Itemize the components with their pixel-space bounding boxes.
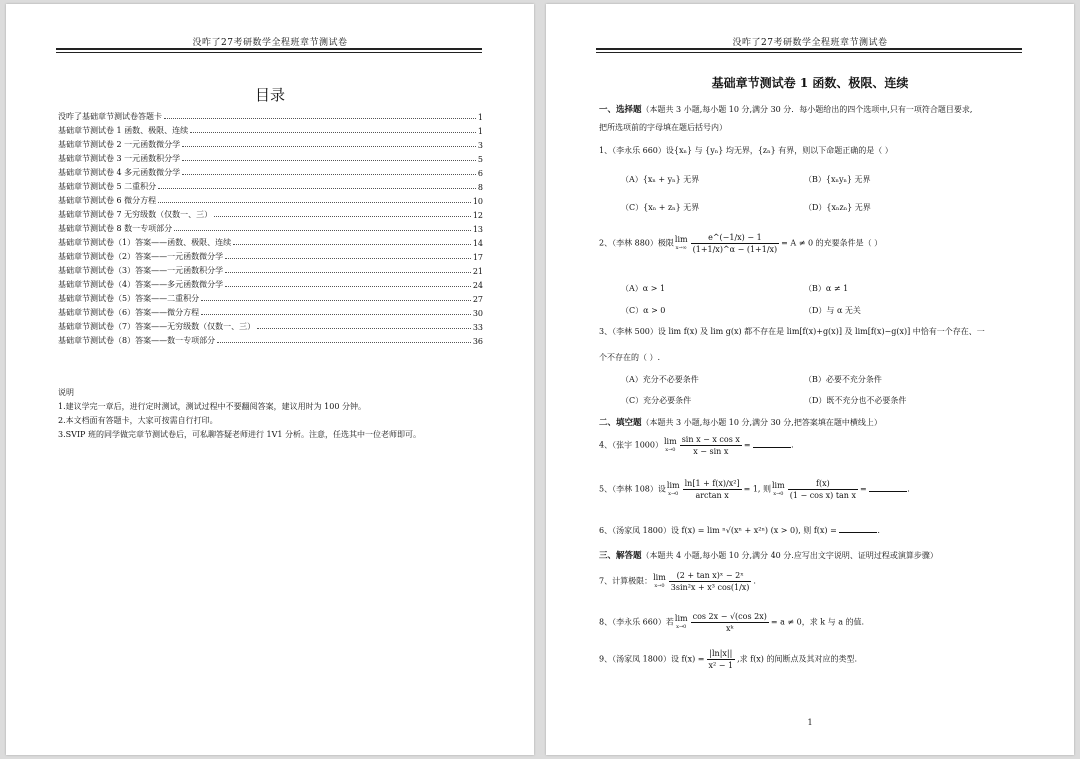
toc-entry-label: 基础章节测试卷 8 数一专项部分 [58,224,173,233]
note-line: 2.本文档面有答题卡，大家可按需自行打印。 [58,416,218,425]
q8-fraction: $\frac{\cos 2x - √(\cos 2x)}{\text{xᵏ}}$ [692,612,767,633]
notes-title: 说明 [58,388,74,397]
toc-entry-label: 基础章节测试卷（5）答案——二重积分 [58,294,200,303]
toc-entry-label: 基础章节测试卷（8）答案——数一专项部分 [58,336,216,345]
q1-option-d: （D）{xₙzₙ} 无界 [804,203,871,212]
toc-entry-page: 1 [477,127,483,136]
section-desc: （本题共 4 小题,每小题 10 分,满分 40 分.应写出文字说明、证明过程或演算步骤） [641,551,938,560]
q2-tail: = A ≠ 0 的充要条件是（ ） [781,238,883,248]
q1-option-c: （C）{xₙ + zₙ} 无界 [621,203,700,212]
running-header: 没咋了27考研数学全程班章节测试卷 [192,38,348,48]
toc-leader-dots [182,145,476,147]
toc-entry-label: 基础章节测试卷 1 函数、极限、连续 [58,126,189,135]
toc-entry-label: 基础章节测试卷 6 微分方程 [58,196,157,205]
q5-source: 5、（李林 108）设 [599,484,666,494]
q3-option-c: （C）充分必要条件 [621,396,692,405]
question-6: 6、（汤家凤 1800）设 f(x) = lim ⁿ√(xⁿ + x²ⁿ) (x > 0), 则 f(x) = . [599,526,880,535]
note-line: 1.建议学完一章后，进行定时测试，测试过程中不要翻阅答案，建议用时为 100 分钟。 [58,402,366,411]
toc-leader-dots [233,243,471,245]
toc-entry-page: 33 [472,323,483,332]
toc-entry[interactable] [58,318,483,332]
toc-entry[interactable] [58,234,483,248]
q7-fraction: $\frac{\text{(2 + tan x)ˣ − 2ˣ}}{\text{3sin²x + x³ cos(1/x)}}$ [670,571,750,592]
q3-option-d: （D）既不充分也不必要条件 [804,396,907,405]
toc-leader-dots [174,229,471,231]
toc-entry-page: 5 [477,155,483,164]
toc-entry-label: 基础章节测试卷 5 二重积分 [58,182,157,191]
toc-leader-dots [217,341,471,343]
toc-leader-dots [164,117,476,119]
q1-option-a: （A）{xₙ + yₙ} 无界 [621,175,700,184]
toc-title: 目录 [254,86,285,104]
answer-blank [869,483,907,492]
toc-entry[interactable] [58,178,483,192]
q2-option-c: （C）α > 0 [621,306,666,315]
question-2 [599,232,882,255]
question-5: 5、（李林 108）设lim x→0 $\frac{\text{ln[1 + f(x)/x²]}}{\text{arctan x}}$ = 1, 则lim x→0 $\frac{f(x)}{\text{(1 − cos x) tan x}}$ = . [599,479,910,500]
toc-entry-label: 基础章节测试卷 7 无穷级数（仅数一、三） [58,210,213,219]
notes [58,386,498,442]
toc-entry-label: 基础章节测试卷 3 一元函数积分学 [58,154,181,163]
toc-entry[interactable] [58,220,483,234]
toc-entry-page: 8 [477,183,483,192]
q2-limit: lim x→∞ [674,234,688,251]
toc-leader-dots [225,285,471,287]
toc-leader-dots [190,131,476,133]
question-4: 4、（张宇 1000）lim x→0 $\frac{\text{sin x − x cos x}}{\text{x − sin x}}$ = . [599,435,794,456]
header-rule [56,48,482,53]
toc-page [6,4,534,755]
q4-fraction: $\frac{\text{sin x − x cos x}}{\text{x − sin x}}$ [681,435,740,456]
q5-fraction-2: $\frac{f(x)}{\text{(1 − cos x) tan x}}$ [789,479,857,500]
toc-entry[interactable] [58,150,483,164]
toc-entry-page: 10 [472,197,483,206]
running-header: 没咋了27考研数学全程班章节测试卷 [732,38,888,48]
q2-option-d: （D）与 α 无关 [804,306,861,315]
toc-entry-page: 3 [477,141,483,150]
toc-entry-page: 6 [477,169,483,178]
toc-entry-page: 36 [472,337,483,346]
toc-leader-dots [257,327,471,329]
exam-page [546,4,1074,755]
section-heading: 二、填空题 [599,418,642,428]
toc-entry-label: 基础章节测试卷（4）答案——多元函数微分学 [58,280,224,289]
toc-leader-dots [182,159,476,161]
toc-entry-page: 27 [472,295,483,304]
toc-entry[interactable] [58,276,483,290]
question-3: 3、（李林 500）设 lim f(x) 及 lim g(x) 都不存在是 lim[f(x)+g(x)] 及 lim[f(x)−g(x)] 中恰有一个存在、一 [599,327,985,336]
note-line: 3.SVIP 班的同学做完章节测试卷后，可私聊答疑老师进行 1V1 分析。注意，任选其中一位老师即可。 [58,430,422,439]
q4-source: 4、（张宇 1000） [599,440,663,450]
toc-entry-label: 没咋了基础章节测试卷答题卡 [58,112,162,121]
q5-fraction: $\frac{\text{ln[1 + f(x)/x²]}}{\text{arctan x}}$ [684,479,740,500]
section-desc: （本题共 3 小题,每小题 10 分,满分 30 分,把答案填在题中横线上） [641,418,882,427]
question-8: 8、（李永乐 660）若lim x→0 $\frac{\cos 2x - √(\cos 2x)}{\text{xᵏ}}$ = a ≠ 0，求 k 与 a 的值. [599,612,865,633]
toc-entry[interactable] [58,108,483,122]
toc-entry-label: 基础章节测试卷（3）答案——一元函数积分学 [58,266,224,275]
toc-entry[interactable] [58,332,483,346]
toc-entry-label: 基础章节测试卷 2 一元函数微分学 [58,140,181,149]
q3-option-b: （B）必要不充分条件 [804,375,882,384]
toc-entry-page: 1 [477,113,483,122]
toc-entry[interactable] [58,290,483,304]
question-3-cont: 个不存在的（ ）. [599,353,661,362]
answer-blank [839,524,877,533]
toc-entry-label: 基础章节测试卷 4 多元函数微分学 [58,168,181,177]
toc-leader-dots [225,271,471,273]
toc-entry[interactable] [58,136,483,150]
question-1 [599,145,893,156]
toc-leader-dots [158,201,471,203]
toc-entry-page: 24 [472,281,483,290]
toc-entry-label: 基础章节测试卷（1）答案——函数、极限、连续 [58,238,232,247]
q2-source: 2、（李林 880）极限 [599,238,674,248]
toc-entry[interactable] [58,164,483,178]
toc-entry-label: 基础章节测试卷（7）答案——无穷级数（仅数一、三） [58,322,256,331]
toc-leader-dots [182,173,476,175]
q1-option-b: （B）{xₙyₙ} 无界 [804,175,871,184]
toc-leader-dots [201,299,471,301]
toc-entry-page: 13 [472,225,483,234]
question-7: 7、计算极限：lim x→0 $\frac{\text{(2 + tan x)ˣ − 2ˣ}}{\text{3sin²x + x³ cos(1/x)}}$ . [599,571,756,592]
q9-fraction: $\frac{|\ln|x||}{\text{x² − 1}}$ [708,649,734,670]
toc-entry-page: 21 [472,267,483,276]
exam-body [599,4,1029,755]
section-desc-cont: 把所选项前的字母填在题后括号内） [599,123,727,132]
toc-entry[interactable] [58,304,483,318]
toc-entry-page: 30 [472,309,483,318]
toc-entry-page: 12 [472,211,483,220]
toc-entry-page: 14 [472,239,483,248]
toc-entry-label: 基础章节测试卷（6）答案——微分方程 [58,308,200,317]
section-desc: （本题共 3 小题,每小题 10 分,满分 30 分．每小题给出的四个选项中,只有一项符合题目要求, [641,105,973,114]
section-heading: 三、解答题 [599,551,642,561]
toc-leader-dots [158,187,476,189]
q2-option-a: （A）α > 1 [621,284,666,293]
toc-list [58,108,483,346]
toc-entry[interactable] [58,206,483,220]
q1-source: 1、（李永乐 660）设 [599,146,674,155]
q2-option-b: （B）α ≠ 1 [804,284,849,293]
sheet-title: 基础章节测试卷 1 函数、极限、连续 [711,76,909,90]
section-heading: 一、选择题 [599,105,642,115]
toc-leader-dots [201,313,471,315]
answer-blank [753,439,791,448]
toc-entry-label: 基础章节测试卷（2）答案——一元函数微分学 [58,252,224,261]
page-number: 1 [807,718,813,727]
q3-option-a: （A）充分不必要条件 [621,375,699,384]
toc-entry-page: 17 [472,253,483,262]
toc-leader-dots [214,215,471,217]
toc-entry[interactable] [58,262,483,276]
toc-entry[interactable] [58,192,483,206]
q2-fraction: $\frac{e\^{}(-1/x) - 1}{(1+1/x)\^{}\alpha - (1+1/x)}$ [692,233,778,254]
toc-entry[interactable] [58,122,483,136]
question-9: 9、（汤家凤 1800）设 f(x) = $\frac{|\ln|x||}{\text{x² − 1}}$ ,求 f(x) 的间断点及其对应的类型. [599,649,857,670]
toc-entry[interactable] [58,248,483,262]
q1-text: {xₙ} 与 {yₙ} 均无界，{zₙ} 有界，则以下命题正确的是（ ） [673,146,893,155]
toc-leader-dots [225,257,471,259]
